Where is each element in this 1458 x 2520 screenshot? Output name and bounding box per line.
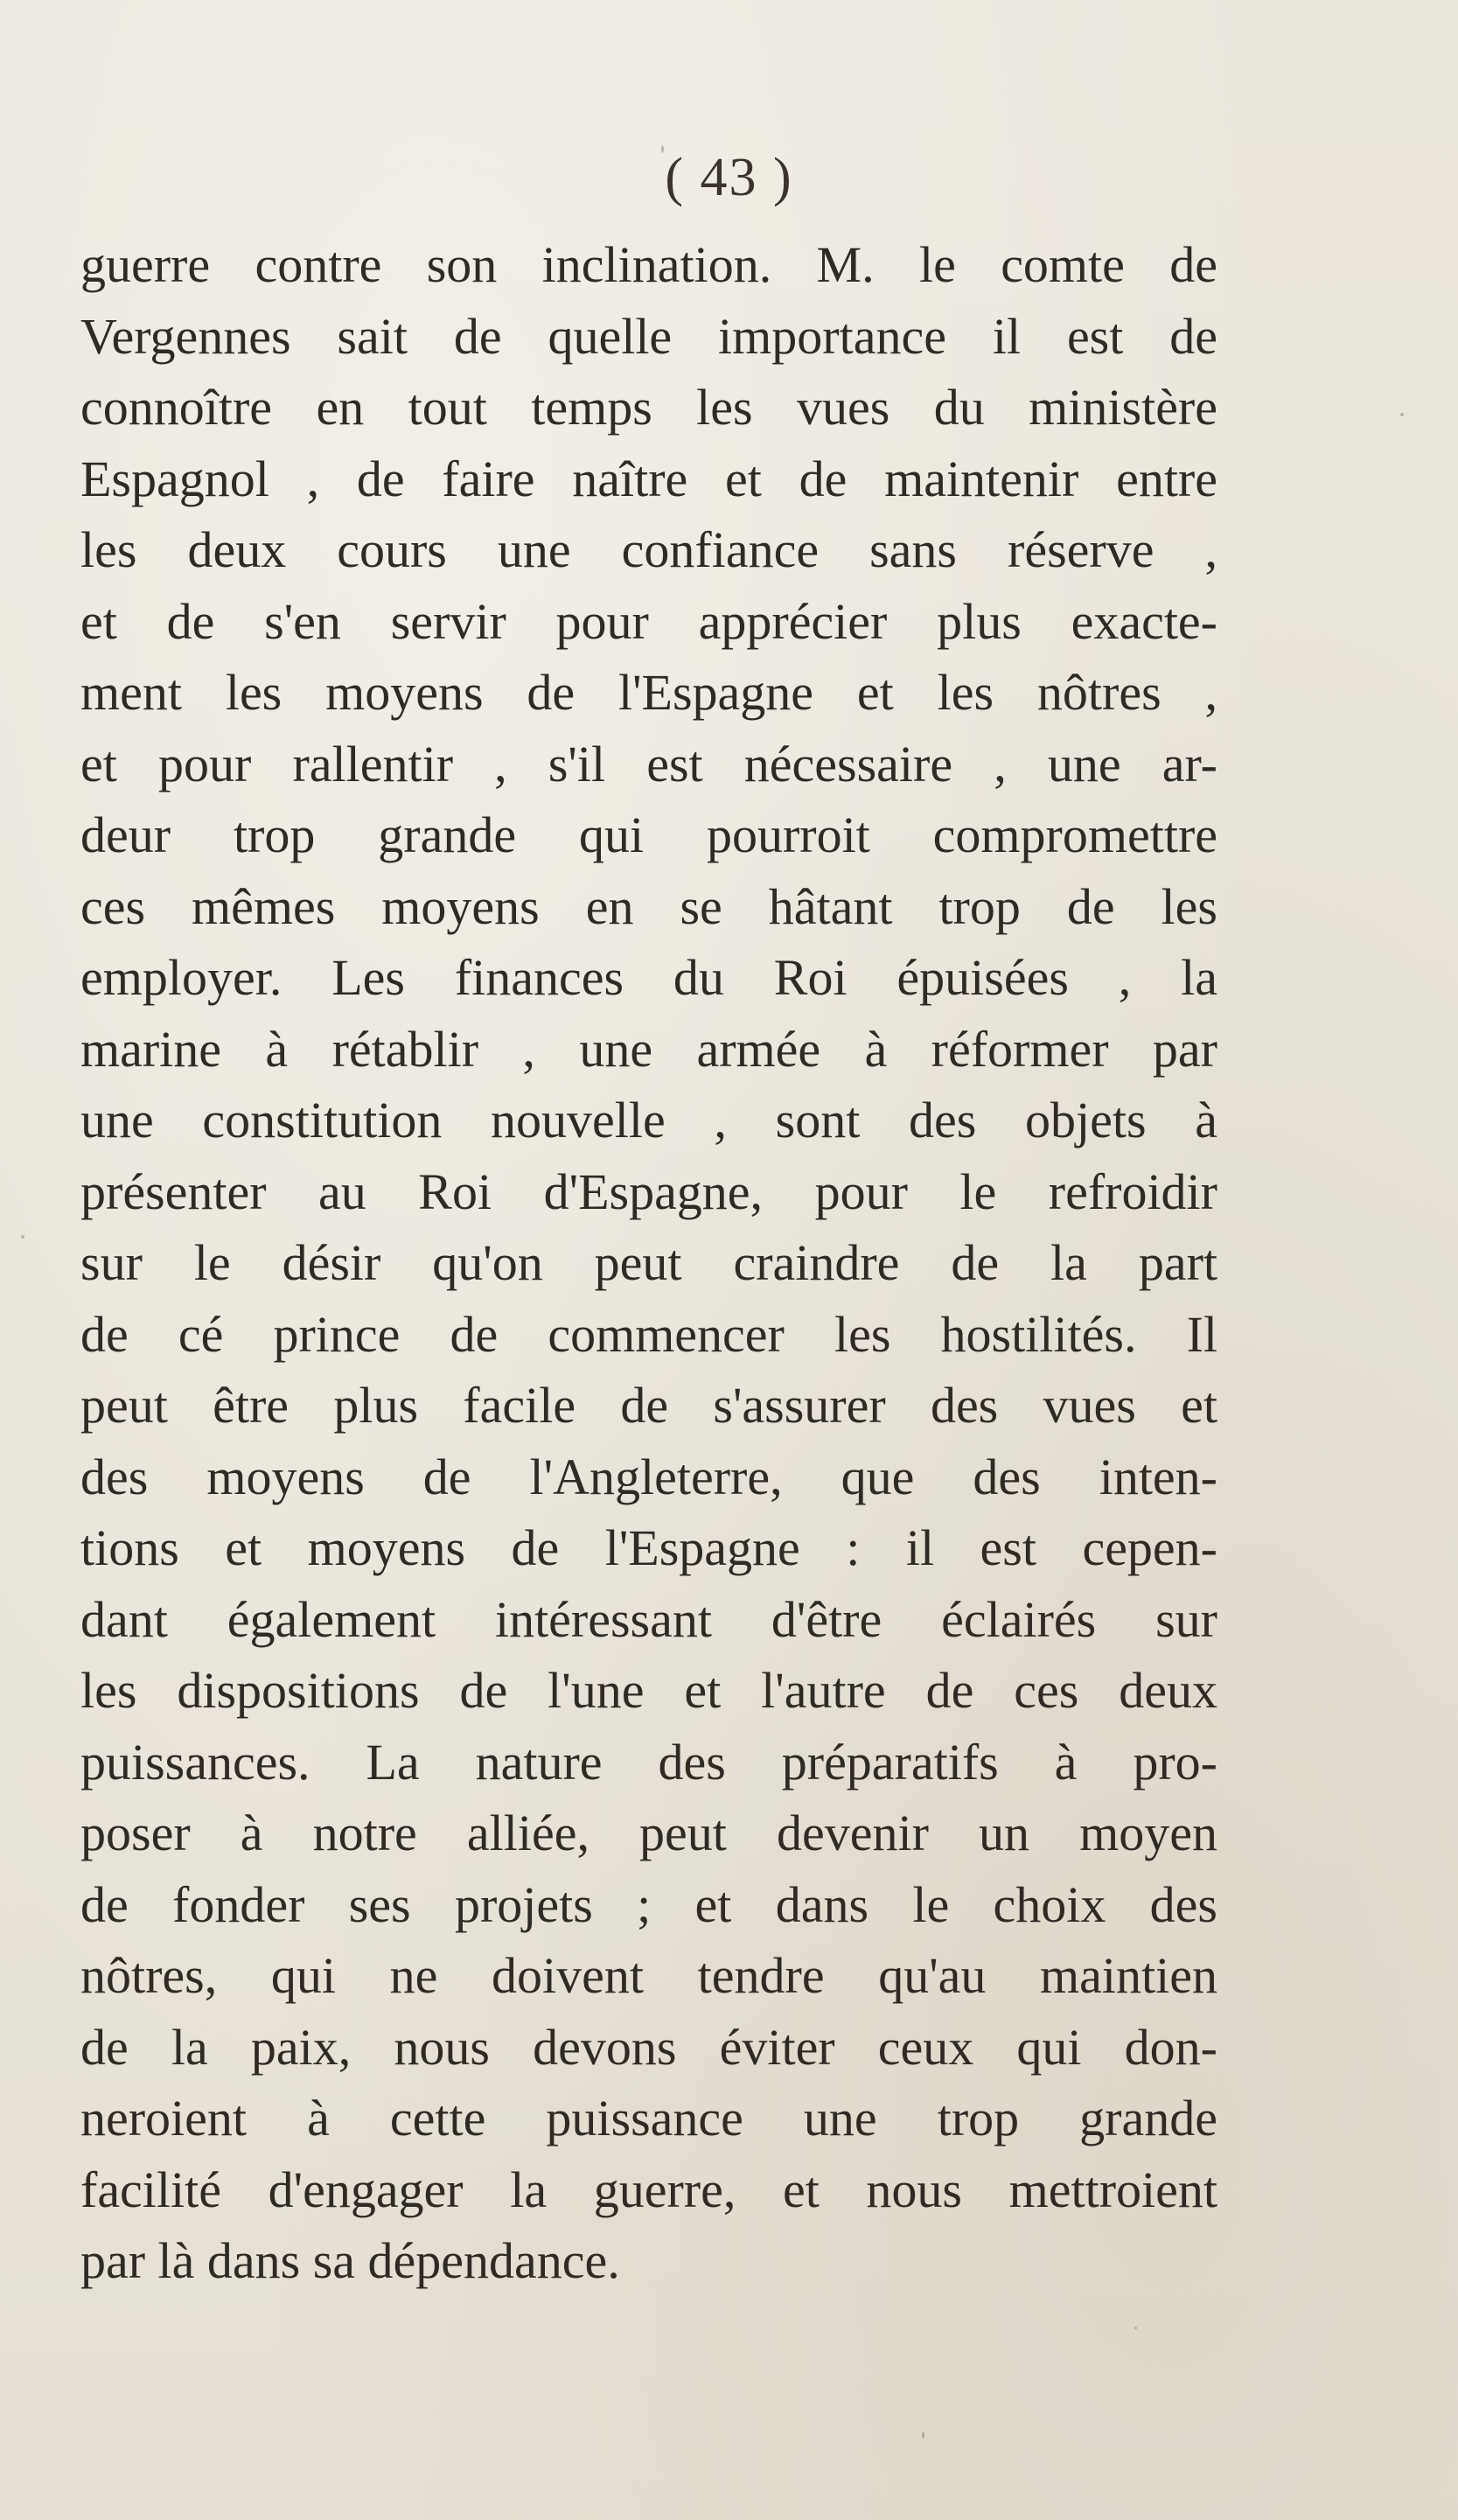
text-line: marine à rétablir , une armée à réformer par <box>80 1020 1217 1078</box>
text-line: une constitution nouvelle , sont des objets à <box>80 1092 1217 1148</box>
text-line: connoître en tout temps les vues du ministère <box>80 379 1217 436</box>
text-line: puissances. La nature des préparatifs à pro- <box>80 1733 1217 1791</box>
text-line: employer. Les finances du Roi épuisées , la <box>80 949 1217 1006</box>
text-line: de cé prince de commencer les hostilités. Il <box>80 1305 1217 1363</box>
text-line: ment les moyens de l'Espagne et les nôtres , <box>80 664 1217 721</box>
paper-speck <box>661 145 664 153</box>
text-line: présenter au Roi d'Espagne, pour le refroidir <box>80 1162 1217 1220</box>
text-line: ces mêmes moyens en se hâtant trop de les <box>80 877 1217 935</box>
paper-speck <box>21 1235 24 1239</box>
body-text <box>80 229 1217 2297</box>
text-line: de fonder ses projets ; et dans le choix des <box>80 1875 1217 1933</box>
paper-speck <box>1134 2327 1137 2329</box>
paper-speck <box>922 2432 924 2439</box>
text-line-last: par là dans sa dépendance. <box>80 2232 620 2289</box>
text-line: Espagnol , de faire naître et de maintenir entre <box>80 450 1217 507</box>
text-line: poser à notre alliée, peut devenir un moyen <box>80 1804 1217 1861</box>
text-line: et de s'en servir pour apprécier plus exacte- <box>80 592 1217 650</box>
text-line: peut être plus facile de s'assurer des vues et <box>80 1377 1217 1434</box>
text-line: neroient à cette puissance une trop grande <box>80 2090 1217 2147</box>
text-line: les dispositions de l'une et l'autre de ces deux <box>80 1662 1217 1719</box>
text-line: Vergennes sait de quelle importance il est de <box>80 307 1217 365</box>
paper-speck <box>1400 413 1404 416</box>
text-line: les deux cours une confiance sans réserve , <box>80 521 1217 578</box>
page-number: ( 43 ) <box>665 148 793 207</box>
text-line: facilité d'engager la guerre, et nous mettroient <box>80 2160 1217 2218</box>
text-line: de la paix, nous devons éviter ceux qui don- <box>80 2018 1217 2076</box>
text-line: des moyens de l'Angleterre, que des inten- <box>80 1448 1217 1505</box>
text-line: deur trop grande qui pourroit compromettre <box>80 806 1217 863</box>
text-line: dant également intéressant d'être éclairés sur <box>80 1590 1217 1648</box>
text-line: et pour rallentir , s'il est nécessaire , une ar- <box>80 735 1217 792</box>
text-line: guerre contre son inclination. M. le comte de <box>80 236 1217 293</box>
text-line: nôtres, qui ne doivent tendre qu'au maintien <box>80 1947 1217 2004</box>
text-line: tions et moyens de l'Espagne : il est cepen- <box>80 1519 1217 1576</box>
text-line: sur le désir qu'on peut craindre de la part <box>80 1234 1217 1291</box>
